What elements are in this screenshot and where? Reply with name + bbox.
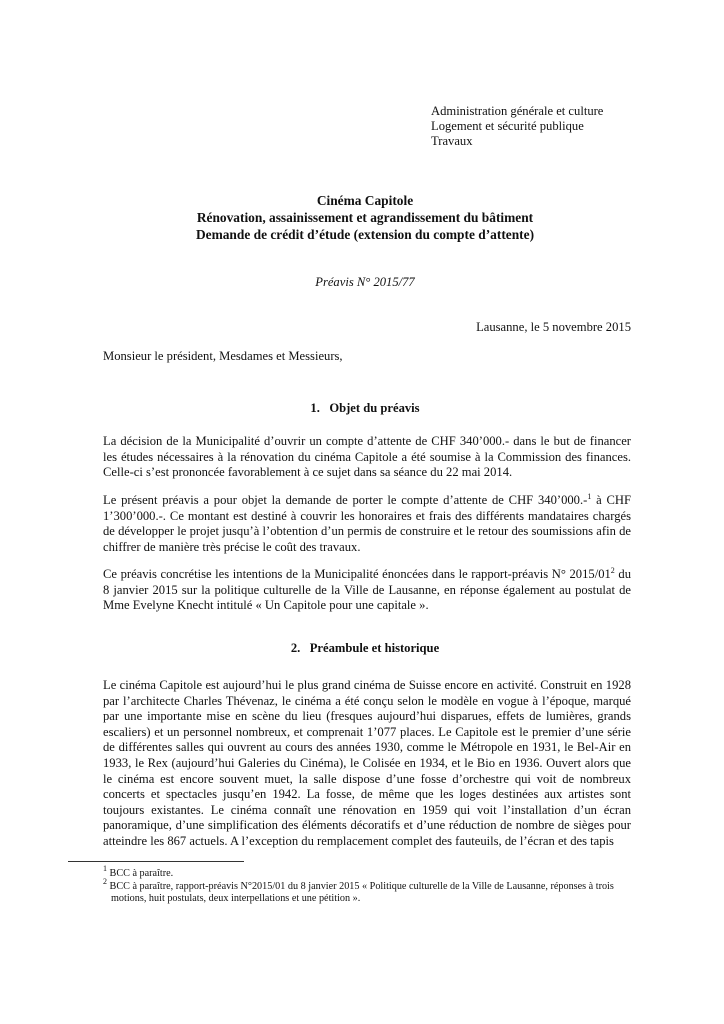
footnote-1: $^1$ BCC à paraître. bbox=[103, 864, 174, 879]
title-line-1: Cinéma Capitole bbox=[316, 193, 414, 208]
footnote-ref-1: 1 bbox=[587, 492, 592, 501]
department-item: Logement et sécurité publique bbox=[431, 119, 584, 133]
section-2-heading: 2. Préambule et historique bbox=[290, 641, 440, 655]
title-line-3: Demande de crédit d’étude (extension du compte d’attente) bbox=[195, 227, 535, 242]
footnote-separator bbox=[68, 861, 244, 862]
footnote-2: $^2$ BCC à paraître, rapport-préavis N°2015/01 du 8 janvier 2015 « Politique culturelle de la Ville de Lausanne, réponses à trois motions, huit postulats, deux interpellations et une pétition ». bbox=[103, 877, 614, 905]
document-title bbox=[100, 192, 630, 243]
department-item: Travaux bbox=[431, 134, 473, 148]
section-1-paragraph-3: Ce préavis concrétise les intentions de la Municipalité énoncées dans le rapport-préavis N° $2015/01^2$ du 8 janvier 2015 sur la politique culturelle de la Ville de Lausanne, en réponse également au postulat de Mme Evelyne Knecht intitulé « Un Capitole pour une capitale ». bbox=[103, 566, 631, 613]
section-1-paragraph-2: Le présent préavis a pour objet la demande de porter le compte d’attente de CHF 340’000.-$^1$ à CHF 1’300’000.-. Ce montant est destiné à couvrir les honoraires et frais des différents mandataires chargés de développer le projet jusqu’à l’obtention d’un permis de construire et le retour des soumissions afin de chiffrer de manière très précise le coût des travaux. bbox=[103, 492, 632, 554]
department-item: Administration générale et culture bbox=[431, 104, 604, 118]
department-list bbox=[431, 104, 691, 149]
section-2-paragraph-1: Le cinéma Capitole est aujourd’hui le plus grand cinéma de Suisse encore en activité. Construit en 1928 par l’architecte Charles Thévenaz, le cinéma a été conçu selon le modèle en vogue à l’époque, marqué par une importante mise en scène du lieu (fresques aujourd’hui disparues, effets de lumières, grands escaliers) et un personnel nombreux, et comprenait 1’077 places. Le Capitole est le premier d’une série de différentes salles qui ouvrent au cours des années 1930, comme le Métropole en 1931, le Bel-Air en 1933, le Rex (aujourd’hui Galeries du Cinéma), le Colisée en 1934, et le Bio en 1936. Ouvert alors que le cinéma est encore souvent muet, la salle dispose d’une fosse d’orchestre qui voit de nombreux concerts et spectacles jusqu’en 1942. La fosse, de même que les loges destinées aux artistes sont toujours existantes. Le cinéma connaît une rénovation en 1959 qui voit l’installation d’un écran panoramique, d’une simplification des éléments décoratifs et d’une réduction de nombre de sièges pour atteindre les 867 actuels. A l’exception du remplacement complet des fauteuils, de l’écran et des tapis bbox=[103, 678, 631, 848]
document-date: Lausanne, le 5 novembre 2015 bbox=[476, 320, 631, 334]
preavis-number: Préavis N° 2015/77 bbox=[315, 275, 415, 289]
greeting: Monsieur le président, Mesdames et Messieurs, bbox=[103, 349, 343, 363]
section-1-paragraph-1: La décision de la Municipalité d’ouvrir un compte d’attente de CHF 340’000.- dans le but de financer les études nécessaires à la rénovation du cinéma Capitole a été soumise à la Commission des finances. Celle-ci s’est prononcée favorablement à ce sujet dans sa séance du 22 mai 2014. bbox=[103, 434, 631, 480]
title-line-2: Rénovation, assainissement et agrandissement du bâtiment bbox=[196, 210, 534, 225]
section-1-heading: 1. Objet du préavis bbox=[310, 401, 420, 415]
footnote-ref-2: 2 bbox=[610, 566, 615, 575]
